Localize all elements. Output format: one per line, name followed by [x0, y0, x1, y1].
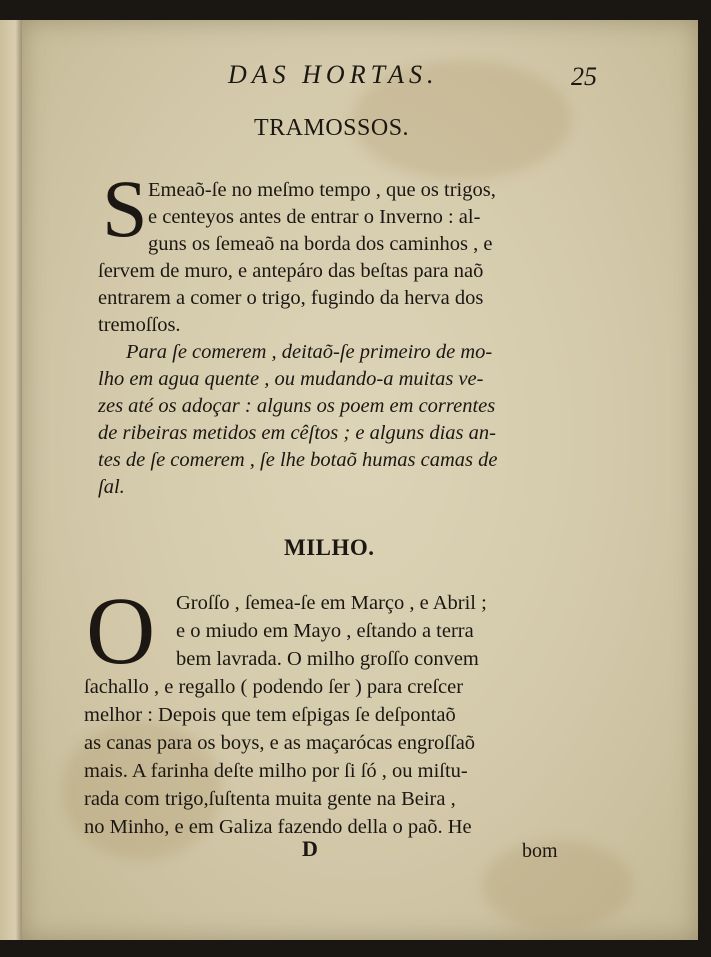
text-line: entrarem a comer o trigo, fugindo da herva dos: [98, 287, 484, 309]
page-number: 25: [571, 62, 597, 91]
text-line: bem lavrada. O milho groſſo convem: [176, 648, 479, 670]
facing-page-edge: [0, 20, 23, 940]
text-line: ſervem de muro, e antepáro das beſtas para naõ: [98, 260, 484, 282]
text-line: lho em agua quente , ou mudando-a muitas ve-: [98, 368, 484, 390]
text-line: as canas para os boys, e as maçarócas engroſſaõ: [84, 732, 476, 754]
signature-mark: D: [302, 836, 318, 861]
running-head: DAS HORTAS.: [228, 60, 439, 89]
text-line: de ribeiras metidos em cêſtos ; e alguns dias an-: [98, 422, 496, 444]
text-line: guns os ſemeaõ na borda dos caminhos , e: [148, 233, 493, 255]
text-line: melhor : Depois que tem eſpigas ſe deſpontaõ: [84, 704, 456, 726]
text-line: rada com trigo,ſuſtenta muita gente na Beira ,: [84, 788, 456, 810]
drop-cap: S: [102, 163, 148, 254]
drop-cap: O: [86, 577, 156, 684]
text-line: zes até os adoçar : alguns os poem em correntes: [98, 395, 496, 417]
text-line: no Minho, e em Galiza fazendo della o paõ. He: [84, 816, 472, 838]
text-line: tes de ſe comerem , ſe lhe botaõ humas camas de: [98, 449, 498, 471]
text-line: e o miudo em Mayo , eſtando a terra: [176, 620, 474, 642]
book-page: [22, 20, 698, 940]
text-line: ſal.: [98, 476, 125, 498]
text-line: mais. A farinha deſte milho por ſi ſó , ou miſtu-: [84, 760, 468, 782]
text-line: Para ſe comerem , deitaõ-ſe primeiro de mo-: [126, 341, 493, 363]
text-line: ſachallo , e regallo ( podendo ſer ) para creſcer: [84, 676, 464, 698]
section-title-tramossos: TRAMOSSOS.: [254, 115, 410, 141]
text-line: tremoſſos.: [98, 314, 181, 336]
text-line: Emeaõ-ſe no meſmo tempo , que os trigos,: [148, 179, 496, 201]
section-title-milho: MILHO.: [284, 535, 375, 560]
text-line: Groſſo , ſemea-ſe em Março , e Abril ;: [176, 592, 487, 614]
catchword: bom: [522, 840, 558, 862]
text-line: e centeyos antes de entrar o Inverno : al-: [148, 206, 481, 228]
